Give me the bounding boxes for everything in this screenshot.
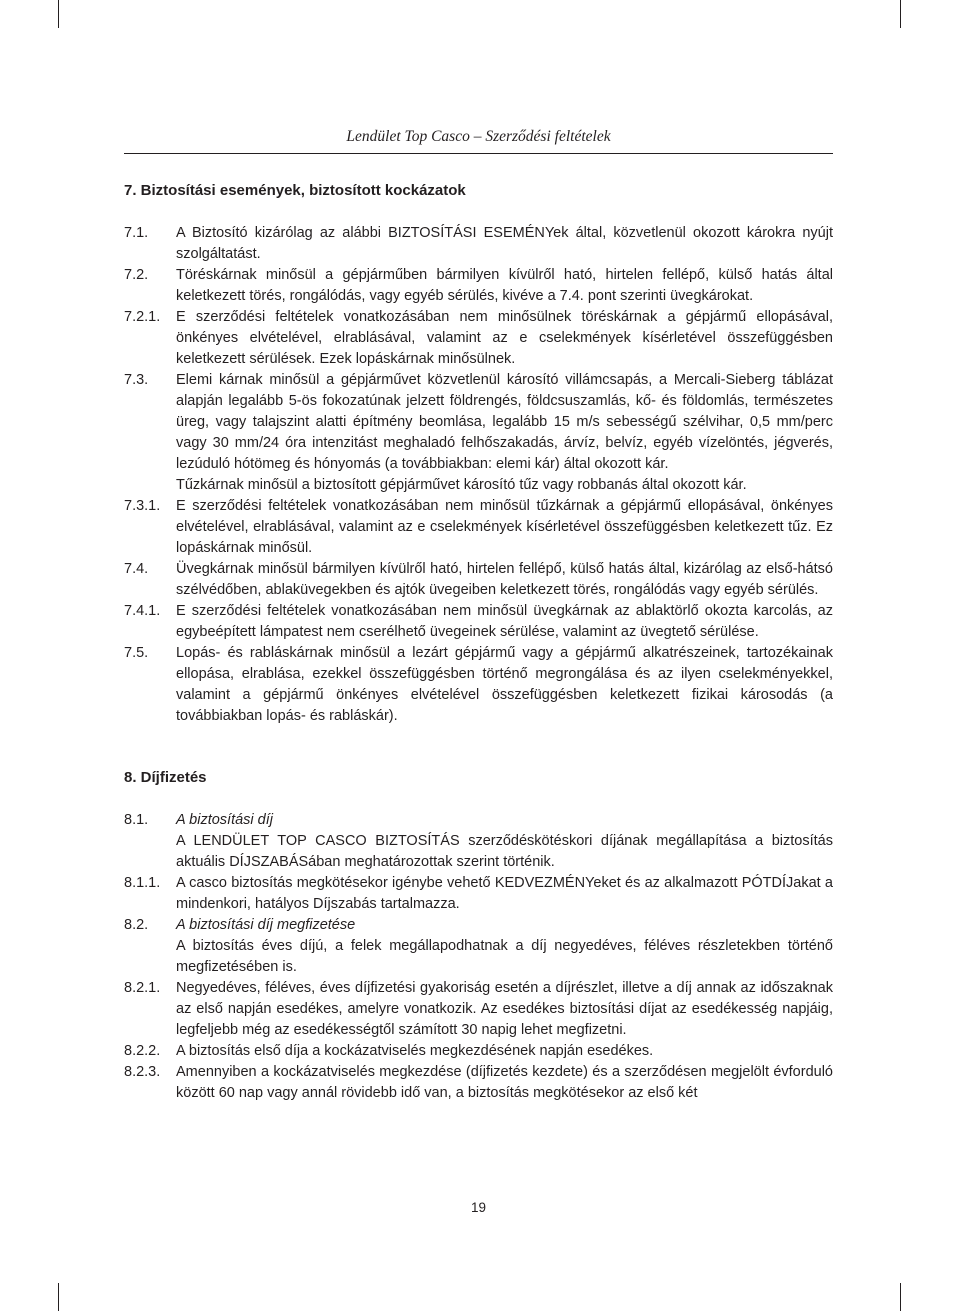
- clause-paragraph: Tűzkárnak minősül a biztosított gépjárművet károsító tűz vagy robbanás által okozott kár.: [176, 477, 747, 493]
- running-head: Lendület Top Casco – Szerződési feltételek: [346, 128, 611, 145]
- crop-mark-bottom-left: [58, 1283, 59, 1311]
- clause-number: 7.5.: [124, 645, 149, 661]
- clause-number: 7.1.: [124, 225, 149, 241]
- clause-8-2-3: [124, 1062, 833, 1104]
- section-8-items: [124, 810, 833, 1104]
- clause-subtitle: A biztosítási díj megfizetése: [176, 917, 356, 933]
- section-7-items: [124, 223, 833, 727]
- clause-number: 7.4.1.: [124, 603, 161, 619]
- document-body: [124, 180, 833, 1104]
- clause-text: [176, 643, 833, 727]
- clause-number: 8.2.2.: [124, 1043, 161, 1059]
- clause-8-2-1: [124, 978, 833, 1041]
- clause-number: 8.2.: [124, 917, 149, 933]
- clause-text: [176, 1062, 833, 1104]
- clause-paragraph: E szerződési feltételek vonatkozásában nem minősül tűzkárnak a gépjármű ellopásával, önkényes elvételével, elrablásával, valamint az e cselekmények kísérletével összefüggésben keletkezett tűz. Ez lopáskárnak minősül.: [176, 498, 833, 556]
- clause-8-1: [124, 810, 833, 873]
- clause-number: 7.4.: [124, 561, 149, 577]
- clause-paragraph: Elemi kárnak minősül a gépjárművet közvetlenül károsító villámcsapás, a Mercali-Sieberg táblázat alapján legalább 5-ös fokozatúnak jelzett földrengés, földcsuszamlás, kő- és földomlás, természetes üreg, vagy talajszint alatti építmény beomlása, legalább 15 m/s sebességű szélvihar, 0,5 mm/perc vagy 30 mm/24 óra intenzitást meghaladó felhőszakadás, árvíz, belvíz, egyéb vízelöntés, jégverés, lezúduló hótömeg és hónyomás (a továbbiakban: elemi kár) által okozott kár.: [176, 372, 833, 472]
- clause-number: 8.2.1.: [124, 980, 161, 996]
- clause-7-1: [124, 223, 833, 265]
- header-rule: [124, 153, 833, 154]
- clause-text: [176, 496, 833, 559]
- clause-paragraph: Üvegkárnak minősül bármilyen kívülről ható, hirtelen fellépő, külső hatás által, kizárólag az első-hátsó szélvédőben, ablaküvegekben és ajtók üvegeiben keletkezett törés, rongálódás vagy egyéb sérülés.: [176, 561, 833, 598]
- clause-7-2: [124, 265, 833, 307]
- clause-paragraph: E szerződési feltételek vonatkozásában nem minősül üvegkárnak az ablaktörlő okozta karcolás, az egybeépített lámpatest nem cserélhető üvegeinek sérülése, valamint az üvegtető sérülése.: [176, 603, 833, 640]
- clause-text: [176, 307, 833, 370]
- clause-text: [176, 265, 833, 307]
- clause-8-2: [124, 915, 833, 978]
- clause-paragraph: Negyedéves, féléves, éves díjfizetési gyakoriság esetén a díjrészlet, illetve a díj annak az időszaknak az első napján esedékes, amelyre vonatkozik. Az esedékes biztosítási díjat az esedékesség napjáig, legfeljebb még az esedékességtől számított 30 napig lehet megfizetni.: [176, 980, 833, 1038]
- crop-mark-top-right: [900, 0, 901, 28]
- clause-text: [176, 370, 833, 496]
- clause-7-3-1: [124, 496, 833, 559]
- crop-mark-bottom-right: [900, 1283, 901, 1311]
- clause-paragraph: Amennyiben a kockázatviselés megkezdése (díjfizetés kezdete) és a szerződésen megjelölt évforduló között 60 nap vagy annál rövidebb idő van, a biztosítás megkötésekor az első két: [176, 1064, 833, 1101]
- clause-paragraph: E szerződési feltételek vonatkozásában nem minősülnek töréskárnak a gépjármű ellopásával, önkényes elvételével, elrablásával, valamint az e cselekmények kísérletével összefüggésben keletkezett sérülések. Ezek lopáskárnak minősülnek.: [176, 309, 833, 367]
- clause-paragraph: A biztosítás éves díjú, a felek megállapodhatnak a díj negyedéves, féléves részletekben történő megfizetésében is.: [176, 938, 833, 975]
- section-7-title: 7. Biztosítási események, biztosított kockázatok: [124, 182, 466, 199]
- clause-number: 7.3.1.: [124, 498, 161, 514]
- clause-number: 8.1.: [124, 812, 149, 828]
- section-8-title: 8. Díjfizetés: [124, 769, 207, 786]
- clause-text: [176, 559, 833, 601]
- clause-7-4: [124, 559, 833, 601]
- page-number: 19: [470, 1200, 487, 1215]
- clause-subtitle: A biztosítási díj: [176, 812, 273, 828]
- clause-text: [176, 978, 833, 1041]
- clause-7-3: [124, 370, 833, 496]
- clause-number: 7.2.: [124, 267, 149, 283]
- clause-number: 7.2.1.: [124, 309, 161, 325]
- clause-paragraph: Töréskárnak minősül a gépjárműben bármilyen kívülről ható, hirtelen fellépő, külső hatás által keletkezett törés, rongálódás, vagy egyéb sérülés, kivéve a 7.4. pont szerinti üvegkárokat.: [176, 267, 833, 304]
- clause-number: 8.2.3.: [124, 1064, 161, 1080]
- clause-paragraph: Lopás- és rabláskárnak minősül a lezárt gépjármű vagy a gépjármű alkatrészeinek, tartozékainak ellopása, elrablása, ezekkel összefüggésben történő megrongálása és az ilyen cselekményekkel, valamint a gépjármű önkényes elvételével összefüggésben keletkezett fizikai károsodás (a továbbiakban lopás- és rabláskár).: [176, 645, 833, 724]
- clause-text: [176, 1041, 833, 1062]
- clause-text: [176, 873, 833, 915]
- clause-8-1-1: [124, 873, 833, 915]
- clause-text: [176, 810, 833, 873]
- clause-text: [176, 915, 833, 978]
- crop-mark-top-left: [58, 0, 59, 28]
- clause-number: 8.1.1.: [124, 875, 161, 891]
- clause-paragraph: A LENDÜLET TOP CASCO BIZTOSÍTÁS szerződéskötéskori díjának megállapítása a biztosítás aktuális DÍJSZABÁSában meghatározottak szerint történik.: [176, 833, 833, 870]
- clause-8-2-2: [124, 1041, 833, 1062]
- clause-text: [176, 223, 833, 265]
- clause-paragraph: A casco biztosítás megkötésekor igénybe vehető KEDVEZMÉNYeket és az alkalmazott PÓTDÍJakat a mindenkori, hatályos Díjszabás tartalmazza.: [176, 875, 833, 912]
- clause-7-4-1: [124, 601, 833, 643]
- clause-paragraph: A Biztosító kizárólag az alábbi BIZTOSÍTÁSI ESEMÉNYek által, közvetlenül okozott károkra nyújt szolgáltatást.: [176, 225, 833, 262]
- clause-7-5: [124, 643, 833, 727]
- clause-7-2-1: [124, 307, 833, 370]
- clause-text: [176, 601, 833, 643]
- clause-number: 7.3.: [124, 372, 149, 388]
- clause-paragraph: A biztosítás első díja a kockázatviselés megkezdésének napján esedékes.: [176, 1043, 654, 1059]
